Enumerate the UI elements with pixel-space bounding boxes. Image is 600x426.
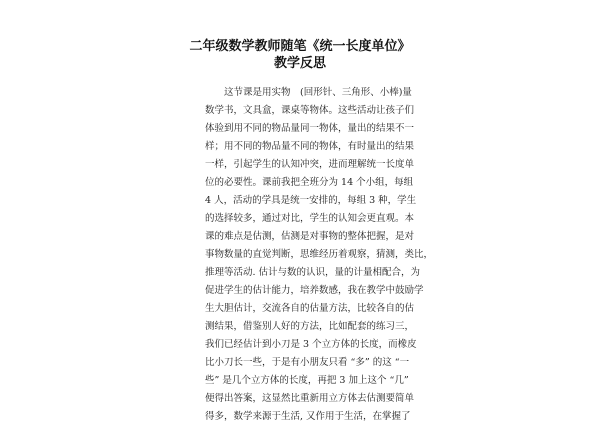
body-line: 样；用不同的物品量不同的物体，有时量出的结果 <box>205 141 415 152</box>
body-line: 一样，引起学生的认知冲突，进而理解统一长度单 <box>205 159 415 170</box>
body-line: 比小刀长一些，于是有小朋友只看 “多” 的这 “一 <box>205 357 410 368</box>
body-line: 推理等活动. 估计与数的认识，量的计量相配合，为 <box>205 267 421 278</box>
body-line: 课的难点是估测，估测是对事物的整体把握，是对 <box>205 231 415 242</box>
body-line: 些” 是几个立方体的长度，再把 3 加上这个 “几” <box>205 375 409 386</box>
body-line: 我们已经估计到小刀是 3 个立方体的长度，而橡皮 <box>205 339 417 350</box>
body-line: 数学书，文具盒，课桌等物体。这些活动让孩子们 <box>205 105 415 116</box>
body-line: 事物数量的直觉判断，思维经历着观察，猜测，类比， <box>205 249 434 260</box>
body-line: 生大胆估计，交流各自的估量方法，比较各自的估 <box>205 303 415 314</box>
document-subtitle: 教学反思 <box>273 56 326 71</box>
body-line: 得多，数学来源于生活, 又作用于生活，在掌握了 <box>205 411 411 422</box>
document-title: 二年级数学教师随笔《统一长度单位》 <box>189 39 411 54</box>
body-line: 这节课是用实物 (回形针、三角形、小棒)量 <box>224 87 412 98</box>
body-line: 促进学生的估计能力，培养数感，我在教学中鼓励学 <box>205 285 424 296</box>
body-paragraph <box>205 84 434 426</box>
body-line: 位的必要性。课前我把全班分为 14 个小组，每组 <box>205 177 414 188</box>
body-line: 测结果，借鉴别人好的方法，比如配套的练习三， <box>205 321 415 332</box>
body-line: 的选择较多，通过对比，学生的认知会更直观。本 <box>205 213 415 224</box>
body-line: 4 人，活动的学具是统一安排的，每组 3 种，学生 <box>205 195 417 206</box>
body-line: 便得出答案，这显然比重新用立方体去估测要简单 <box>205 393 415 404</box>
body-line: 体验到用不同的物品量同一物体，量出的结果不一 <box>205 123 415 134</box>
